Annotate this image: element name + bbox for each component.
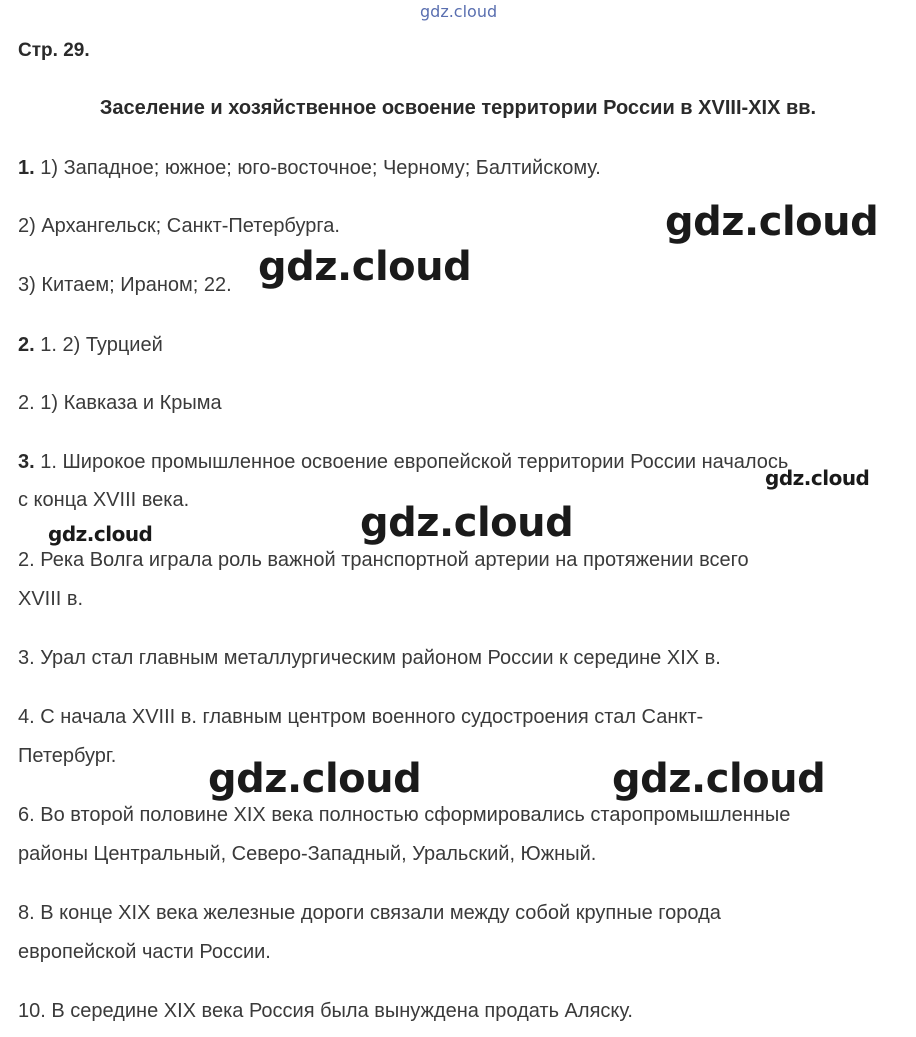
answer-text: 6. Во второй половине XIX века полностью сформировались старопромышленные <box>18 804 791 826</box>
task-number: 2. <box>18 334 35 356</box>
answer-text: европейской части России. <box>18 941 271 963</box>
page-number: Стр. 29. <box>18 40 90 61</box>
page-title: Заселение и хозяйственное освоение территории России в XVIII-XIX вв. <box>99 97 817 119</box>
answer-line <box>18 587 83 611</box>
answer-line <box>18 646 721 670</box>
answer-line <box>18 273 232 297</box>
task-number: 1. <box>18 157 35 179</box>
answer-text: 2. 1) Кавказа и Крыма <box>18 392 222 414</box>
watermark: gdz.cloud <box>258 244 472 290</box>
answer-line <box>18 391 222 415</box>
answer-text: 1. Широкое промышленное освоение европейской территории России началось <box>34 451 789 473</box>
answer-line <box>18 744 116 768</box>
answer-text: 3. Урал стал главным металлургическим районом России к середине XIX в. <box>18 647 721 669</box>
answer-line <box>18 214 340 238</box>
answer-line <box>18 488 189 512</box>
answer-line <box>18 333 163 357</box>
watermark: gdz.cloud <box>765 466 870 490</box>
answer-text: 4. С начала XVIII в. главным центром военного судостроения стал Санкт- <box>18 706 704 728</box>
answer-text: Петербург. <box>18 745 117 767</box>
watermark: gdz.cloud <box>612 756 826 802</box>
answer-line <box>18 999 633 1023</box>
watermark: gdz.cloud <box>208 756 422 802</box>
answer-text: 8. В конце XIX века железные дороги связали между собой крупные города <box>18 902 721 924</box>
answer-text: 2. Река Волга играла роль важной транспортной артерии на протяжении всего <box>18 549 749 571</box>
answer-line <box>18 803 790 827</box>
watermark: gdz.cloud <box>360 500 574 546</box>
watermark: gdz.cloud <box>48 522 153 546</box>
answer-line <box>18 705 703 729</box>
answer-line <box>18 842 596 866</box>
answer-text: 1) Западное; южное; юго-восточное; Черному; Балтийскому. <box>34 157 601 179</box>
answer-text: 2) Архангельск; Санкт-Петербурга. <box>18 215 340 237</box>
watermark: gdz.cloud <box>420 2 498 21</box>
task-number: 3. <box>18 451 35 473</box>
watermark: gdz.cloud <box>665 199 879 245</box>
answer-text: районы Центральный, Северо-Западный, Уральский, Южный. <box>18 843 597 865</box>
answer-text: 10. В середине XIX века Россия была вынуждена продать Аляску. <box>18 1000 633 1022</box>
answer-line <box>18 156 601 180</box>
answer-line <box>18 548 749 572</box>
answer-line <box>18 940 271 964</box>
answer-line <box>18 450 788 474</box>
answer-text: с конца XVIII века. <box>18 489 190 511</box>
answer-text: XVIII в. <box>18 588 84 610</box>
answer-text: 3) Китаем; Ираном; 22. <box>18 274 232 296</box>
answer-line <box>18 901 721 925</box>
answer-text: 1. 2) Турцией <box>34 334 163 356</box>
